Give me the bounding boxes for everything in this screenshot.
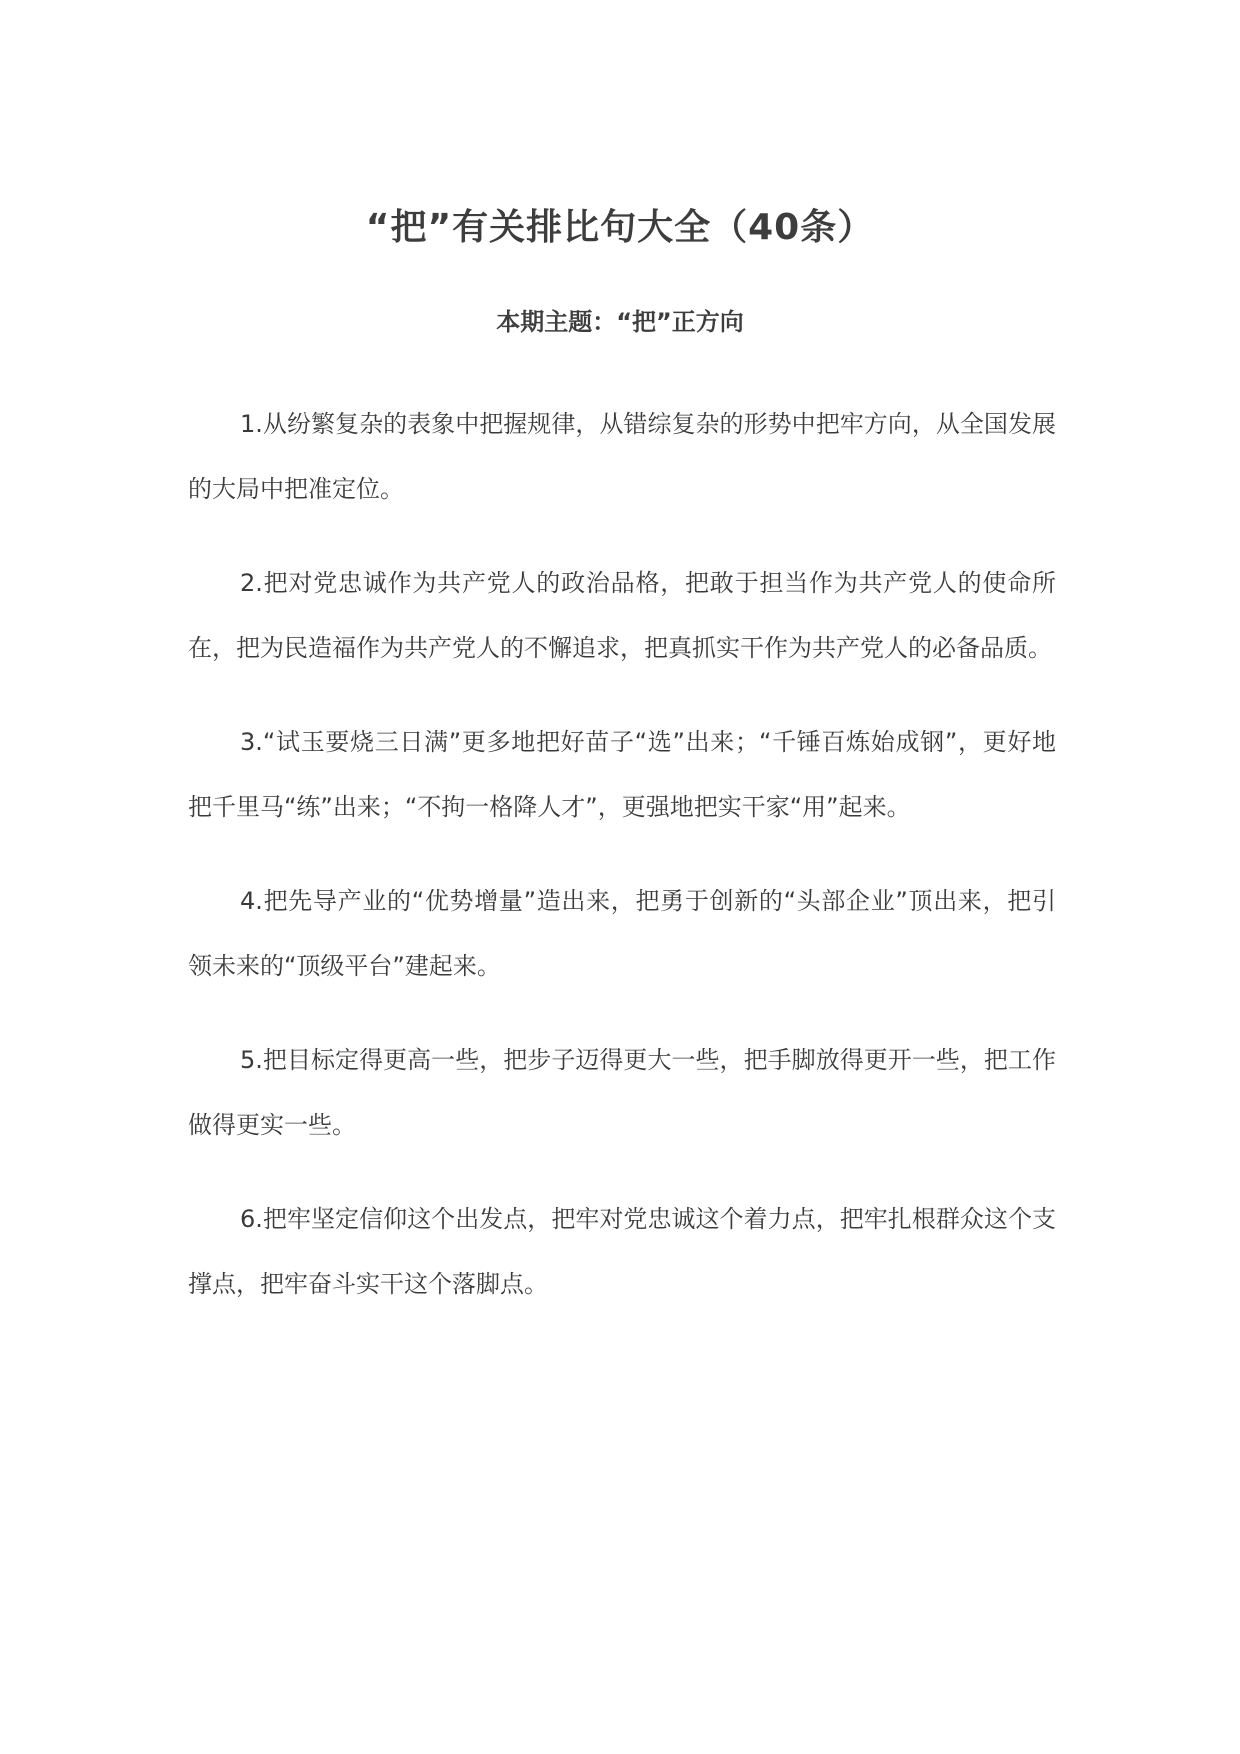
document-title: “把”有关排比句大全（40条）	[365, 207, 875, 248]
document-subtitle: 本期主题：“把”正方向	[496, 308, 744, 336]
paragraph-3: 3.“试玉要烧三日满”更多地把好苗子“选”出来；“千锤百炼始成钢”，更好地把千里马“练”出来；“不拘一格降人才”，更强地把实干家“用”起来。	[188, 728, 1056, 821]
paragraph-5: 5.把目标定得更高一些，把步子迈得更大一些，把手脚放得更开一些，把工作做得更实一些。	[188, 1046, 1056, 1139]
paragraph-4: 4.把先导产业的“优势增量”造出来，把勇于创新的“头部企业”顶出来，把引领未来的“顶级平台”建起来。	[188, 887, 1056, 980]
paragraph-6: 6.把牢坚定信仰这个出发点，把牢对党忠诚这个着力点，把牢扎根群众这个支撑点，把牢奋斗实干这个落脚点。	[188, 1205, 1056, 1298]
document-body	[188, 392, 1056, 1346]
paragraph-1: 1.从纷繁复杂的表象中把握规律，从错综复杂的形势中把牢方向，从全国发展的大局中把准定位。	[188, 410, 1056, 503]
paragraph-2: 2.把对党忠诚作为共产党人的政治品格，把敢于担当作为共产党人的使命所在，把为民造福作为共产党人的不懈追求，把真抓实干作为共产党人的必备品质。	[188, 569, 1056, 662]
